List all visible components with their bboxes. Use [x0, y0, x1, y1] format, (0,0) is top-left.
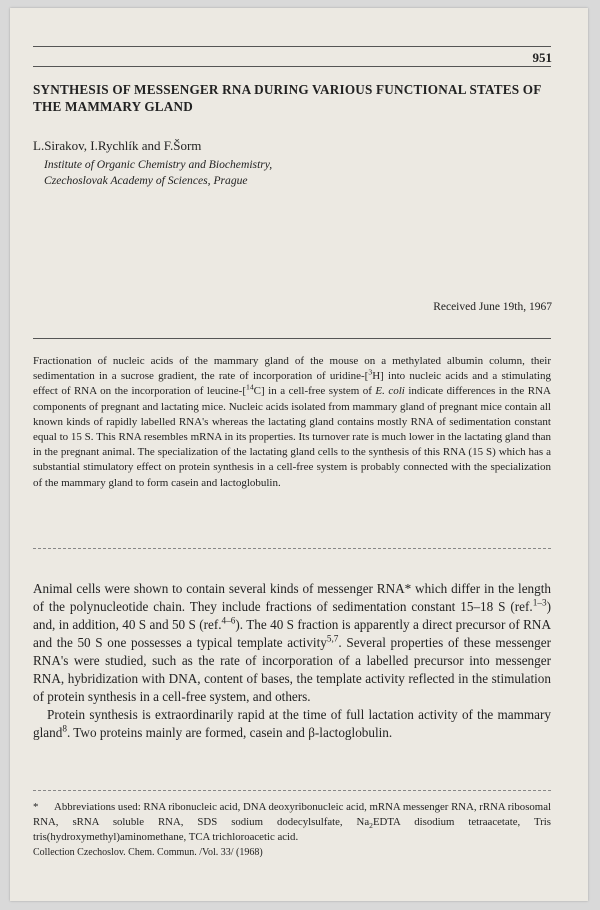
- abstract-sup: 14: [245, 382, 254, 392]
- text: ) and, in addition, 40 S and 50 S (ref.: [33, 599, 551, 632]
- ref-sup: 5,7: [326, 633, 339, 644]
- journal-footer: Collection Czechoslov. Chem. Commun. /Vol. 33/ (1968): [33, 847, 263, 858]
- footnote: [33, 800, 554, 845]
- affiliation-line-2: Czechoslovak Academy of Sciences, Prague: [44, 174, 248, 187]
- text: . Several properties of these messenger RNA's were studied, such as the rate of incorporation of a labelled precursor into messenger RNA, hybridization with DNA, content of bases, the template activity reflected in the stimulation of protein synthesis in a cell-free system, and others.: [33, 635, 551, 704]
- text: Protein synthesis is extraordinarily rapid at the time of full lactation activity of the mammary gland: [33, 707, 551, 740]
- abstract-text: Fractionation of nucleic acids of the mammary gland of the mouse on a methylated albumin column, their sedimentation in a sucrose gradient, the rate of incorporation of uridine-[: [33, 355, 551, 383]
- sub: 2: [369, 821, 373, 831]
- body-text: [33, 580, 551, 742]
- text: * Abbreviations used: RNA ribonucleic acid, DNA deoxyribonucleic acid, mRNA messenger RNA, rRNA ribosomal RNA, sRNA soluble RNA, SDS sodium dodecylsulfate, Na: [33, 801, 554, 828]
- abstract-sup: 3: [368, 367, 373, 377]
- ref-sup: 4–6: [221, 615, 236, 626]
- abstract: [33, 354, 551, 491]
- header-rule: [33, 46, 551, 47]
- abstract-rule-top: [33, 338, 551, 339]
- paper-page: [10, 8, 588, 901]
- affiliation: [44, 157, 272, 189]
- authors: L.Sirakov, I.Rychlík and F.Šorm: [33, 138, 202, 153]
- paragraph-2: [33, 706, 551, 742]
- paragraph-1: [33, 580, 551, 706]
- header-rule-lower: [33, 66, 551, 67]
- article-title: SYNTHESIS OF MESSENGER RNA DURING VARIOUS FUNCTIONAL STATES OF THE MAMMARY GLAND: [33, 82, 542, 114]
- abstract-text: C] in a cell-free system of: [253, 385, 376, 398]
- received-date: Received June 19th, 1967: [433, 301, 552, 313]
- page-number: 951: [532, 50, 552, 65]
- text: EDTA disodium tetraacetate, Tris tris(hydroxymethyl)aminomethane, TCA trichloroacetic acid.: [33, 816, 551, 843]
- abstract-text: H] into nucleic acids and a stimulating effect of RNA on the incorporation of leucine-[: [33, 370, 551, 398]
- footnote-rule: [33, 790, 551, 791]
- ref-sup: 8: [62, 723, 67, 734]
- abstract-organism: E. coli: [375, 385, 405, 398]
- text: Animal cells were shown to contain several kinds of messenger RNA* which differ in the length of the polynucleotide chain. They include fractions of sedimentation constant 15–18 S (ref.: [33, 581, 551, 614]
- abstract-rule-bottom: [33, 548, 551, 549]
- ref-sup: 1–3: [532, 597, 547, 608]
- text: ). The 40 S fraction is apparently a direct precursor of RNA and the 50 S one possesses a typical template activity: [33, 617, 551, 650]
- text: . Two proteins mainly are formed, casein and β-lactoglobulin.: [66, 725, 393, 740]
- abstract-text: indicate differences in the RNA components of pregnant and lactating mice. Nucleic acids isolated from mammary gland of pregnant mice contain all known kinds of rapidly labelled RNA's whereas the lactating gland contains mostly RNA of sedimentation constant equal to 15 S. This RNA resembles mRNA in its properties. Its turnover rate is much lower in the lactating gland than in the pregnant animal. The specialization of the lactating gland cells to the synthesis of this RNA (15 S) which has a substantial stimulatory effect on protein synthesis in a cell-free system is probably connected with the specialization of the mammary gland to form casein and lactoglobulin.: [33, 385, 551, 489]
- affiliation-line-1: Institute of Organic Chemistry and Biochemistry,: [44, 158, 273, 171]
